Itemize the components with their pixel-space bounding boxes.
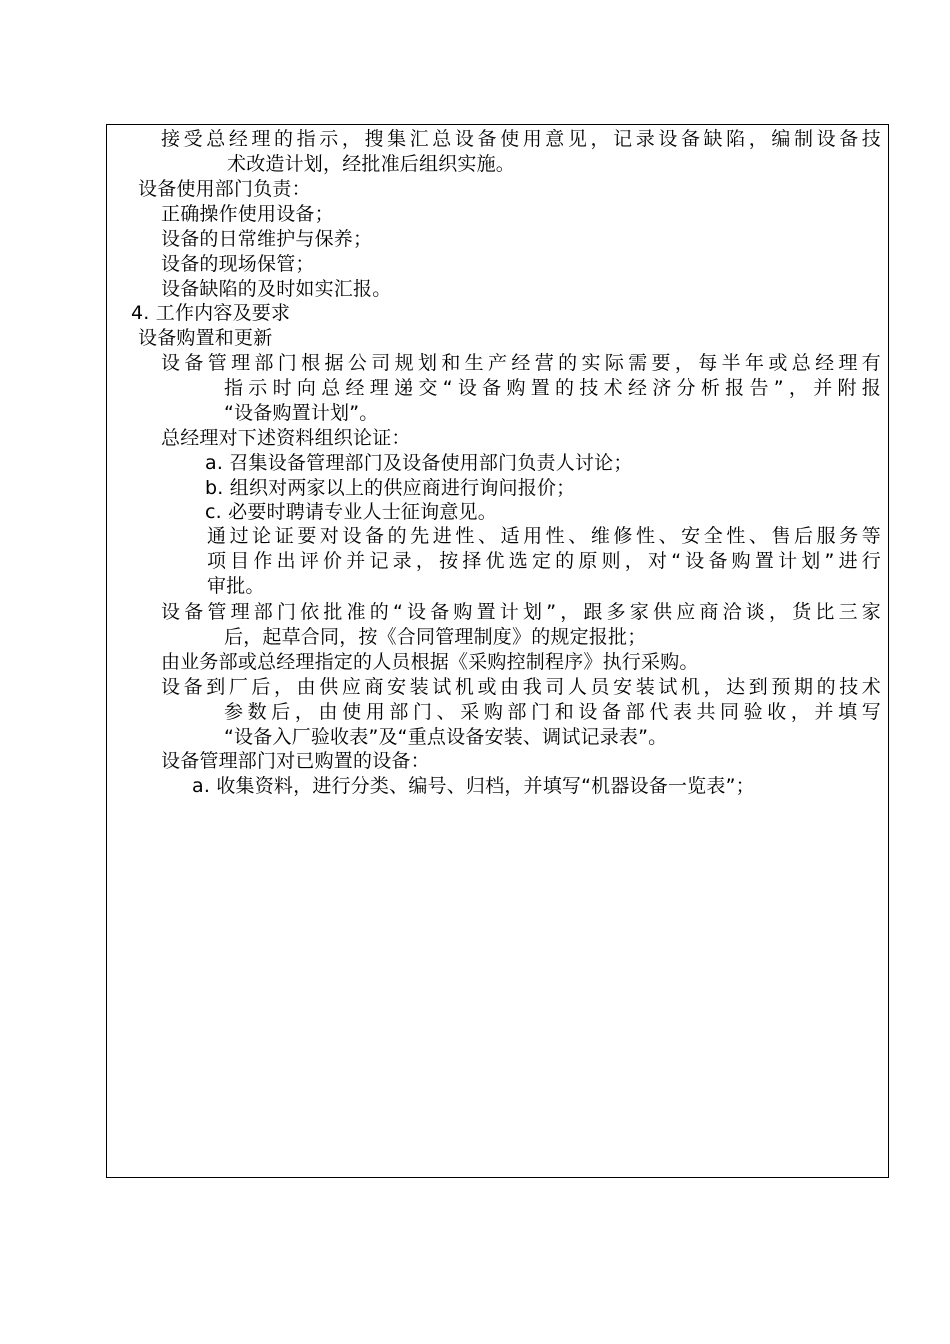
section-heading-work-content: 4. 工作内容及要求 bbox=[131, 302, 291, 324]
list-item-c: c. 必要时聘请专业人士征询意见。 bbox=[205, 501, 497, 523]
text-line-12: “设备购置计划”。 bbox=[224, 402, 379, 424]
section-heading-purchase: 设备购置和更新 bbox=[138, 327, 273, 349]
text-line-11: 指示时向总经理递交“设备购置的技术经济分析报告”，并附报 bbox=[224, 377, 881, 399]
text-line-1: 接受总经理的指示，搜集汇总设备使用意见，记录设备缺陷，编制设备技 bbox=[161, 128, 881, 150]
list-item-a: a. 召集设备管理部门及设备使用部门负责人讨论； bbox=[205, 452, 633, 474]
text-line-26: 设备管理部门对已购置的设备： bbox=[161, 750, 430, 772]
text-line-7: 设备缺陷的及时如实汇报。 bbox=[161, 278, 392, 300]
text-line-19: 审批。 bbox=[207, 575, 265, 597]
text-line-4: 正确操作使用设备； bbox=[161, 203, 334, 225]
text-line-5: 设备的日常维护与保养； bbox=[161, 228, 373, 250]
text-line-23: 设备到厂后，由供应商安装试机或由我司人员安装试机，达到预期的技术 bbox=[161, 676, 881, 698]
text-line-10: 设备管理部门根据公司规划和生产经营的实际需要，每半年或总经理有 bbox=[161, 352, 881, 374]
text-line-24: 参数后，由使用部门、采购部门和设备部代表共同验收，并填写 bbox=[224, 701, 881, 723]
text-line-17: 通过论证要对设备的先进性、适用性、维修性、安全性、售后服务等 bbox=[207, 525, 881, 547]
text-line-13: 总经理对下述资料组织论证： bbox=[161, 427, 411, 449]
list-item-a-collect: a. 收集资料，进行分类、编号、归档，并填写“机器设备一览表”； bbox=[192, 775, 755, 797]
text-line-6: 设备的现场保管； bbox=[161, 253, 315, 275]
text-line-25: “设备入厂验收表”及“重点设备安装、调试记录表”。 bbox=[224, 726, 668, 748]
text-line-18: 项目作出评价并记录，按择优选定的原则，对“设备购置计划”进行 bbox=[207, 550, 881, 572]
text-line-22: 由业务部或总经理指定的人员根据《采购控制程序》执行采购。 bbox=[161, 651, 699, 673]
text-line-20: 设备管理部门依批准的“设备购置计划”，跟多家供应商洽谈，货比三家 bbox=[161, 601, 881, 623]
text-line-2: 术改造计划，经批准后组织实施。 bbox=[227, 153, 516, 175]
text-line-21: 后，起草合同，按《合同管理制度》的规定报批； bbox=[224, 626, 647, 648]
section-heading-user-dept: 设备使用部门负责： bbox=[138, 178, 311, 200]
list-item-b: b. 组织对两家以上的供应商进行询问报价； bbox=[205, 477, 576, 499]
